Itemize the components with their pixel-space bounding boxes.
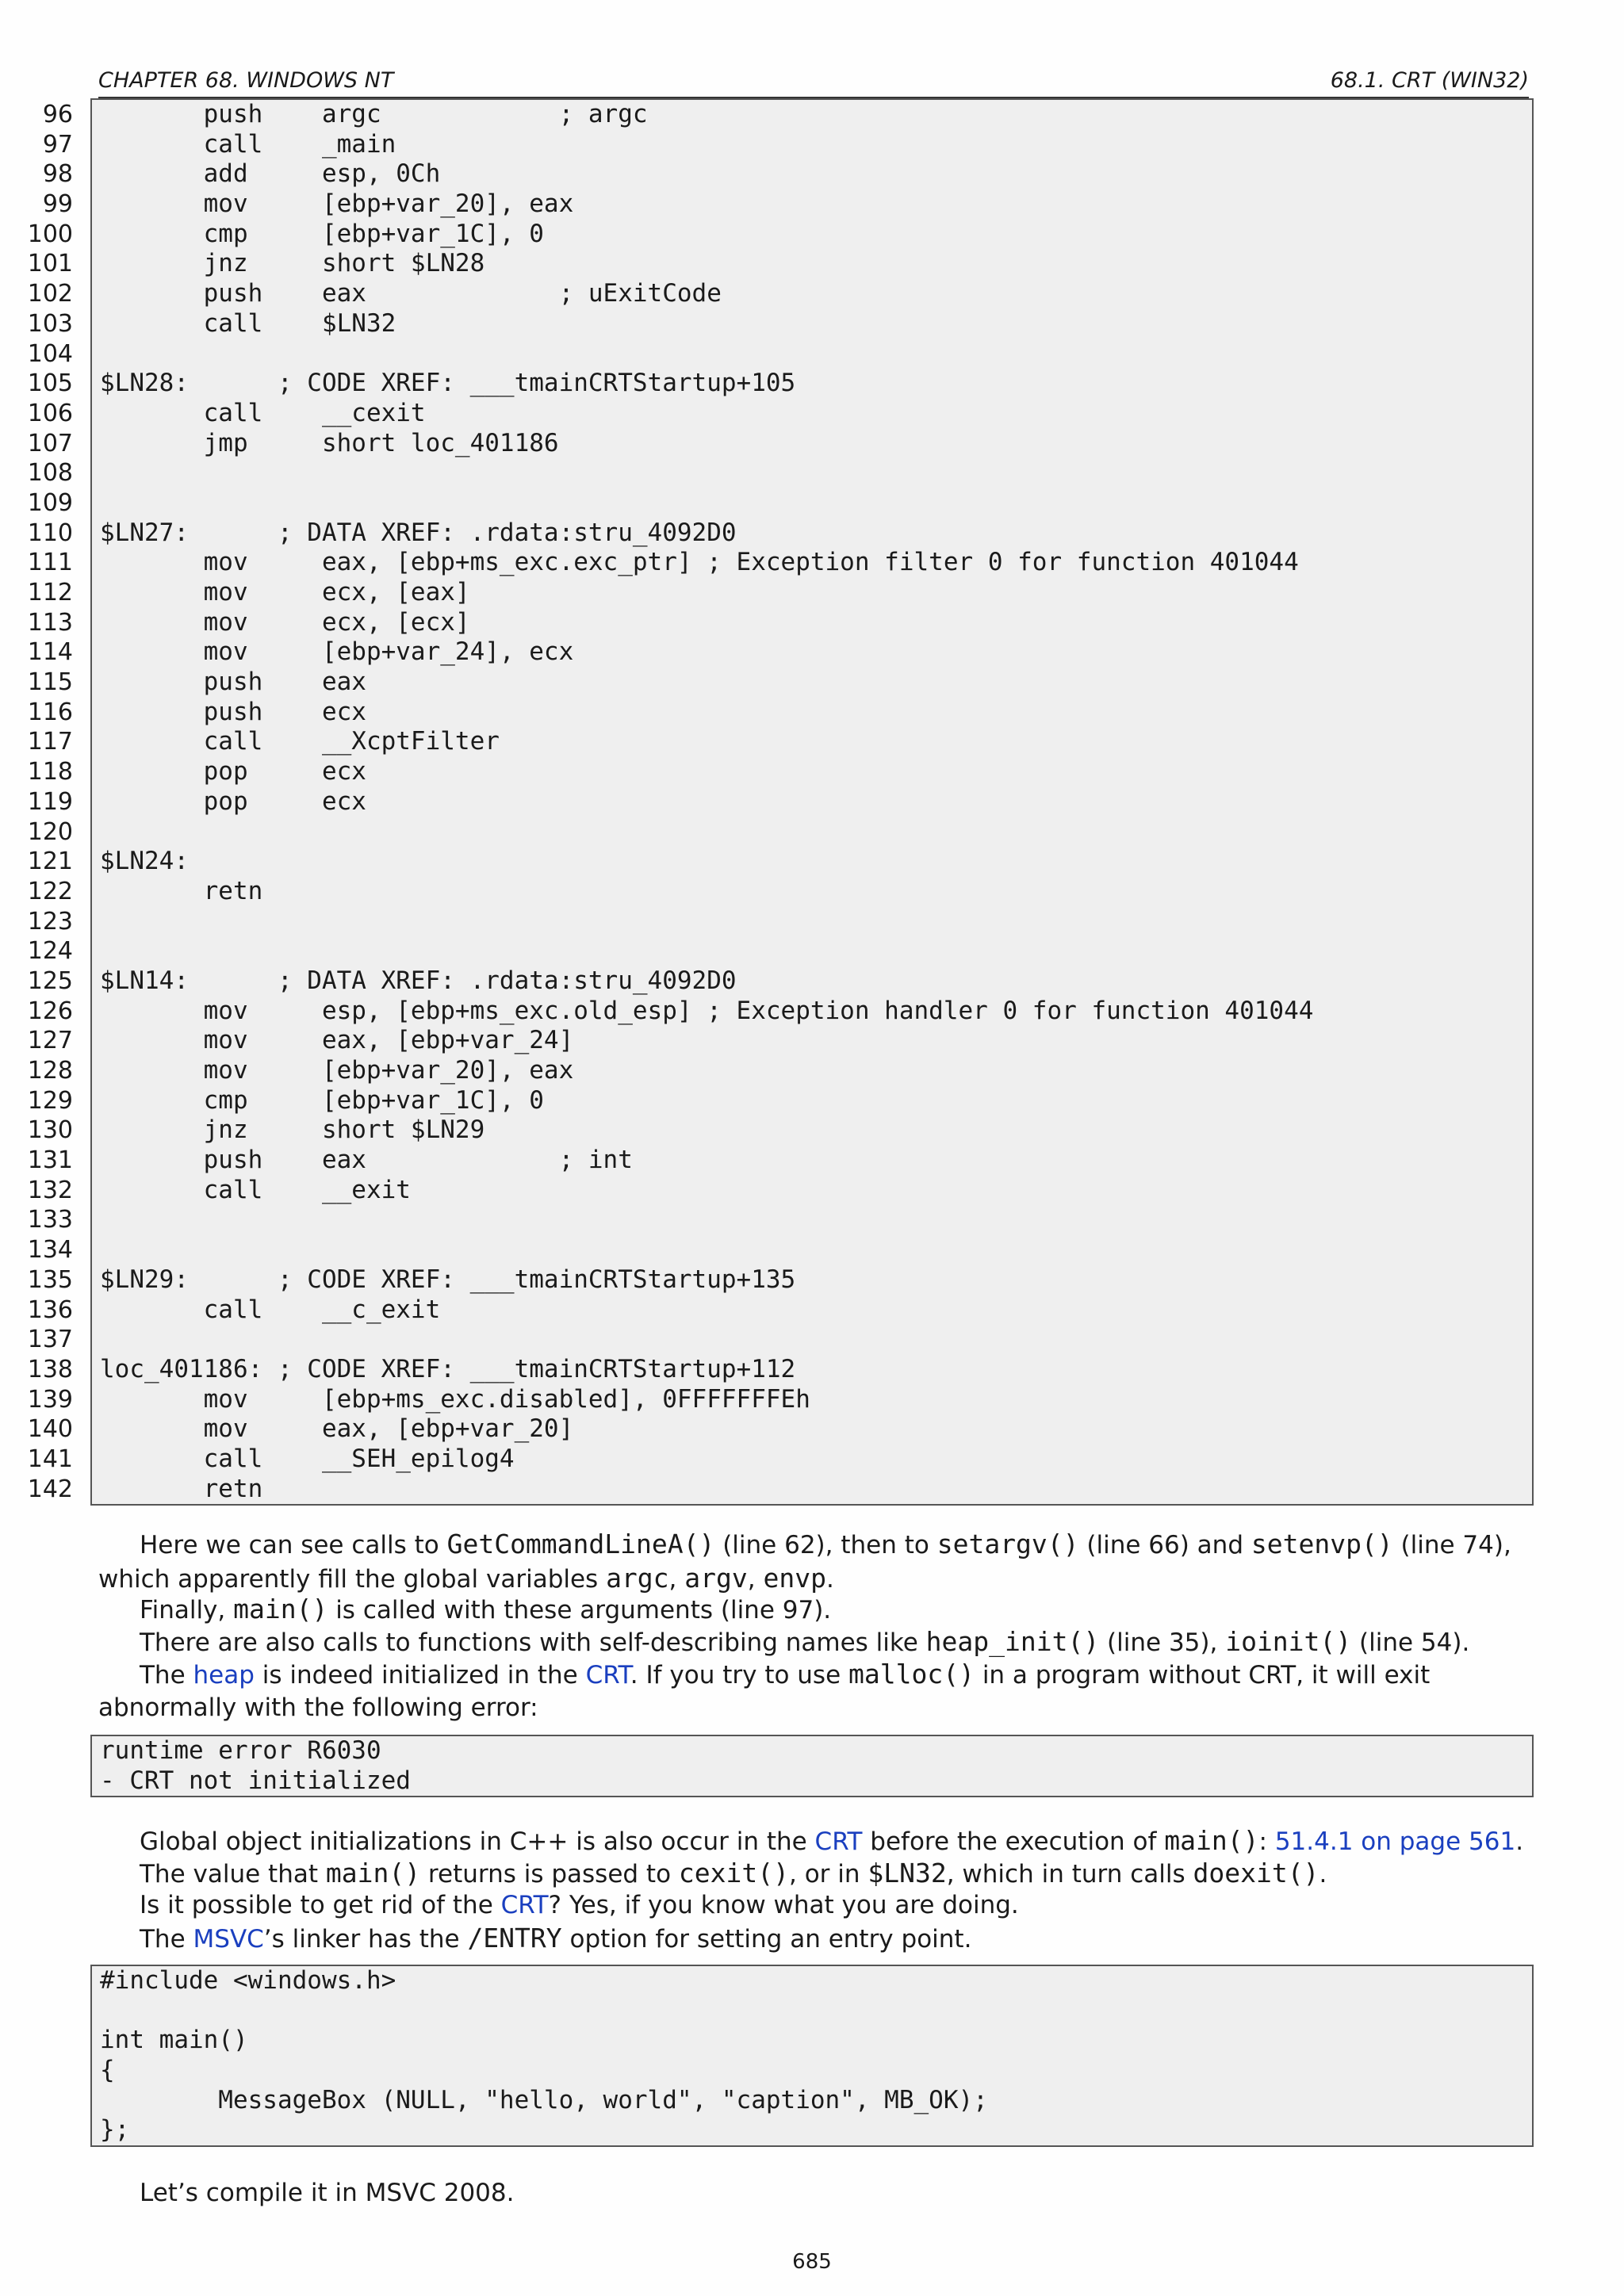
- code-text: mov eax, [ebp+var_20]: [100, 1414, 574, 1444]
- code-line: [27, 1474, 1532, 1505]
- code-line: [92, 1766, 1532, 1797]
- line-number: 102: [27, 280, 73, 308]
- code-line: [27, 1295, 1532, 1326]
- code-text: call __XcptFilter: [100, 727, 500, 756]
- code-line: [27, 876, 1532, 907]
- code-text: jnz short $LN29: [100, 1115, 485, 1145]
- code-line: [27, 637, 1532, 668]
- line-number: 116: [27, 698, 73, 726]
- code-text: jmp short loc_401186: [100, 428, 559, 457]
- code-text: push eax ; uExitCode: [100, 279, 722, 308]
- code-line: [27, 548, 1532, 578]
- code-text: retn: [100, 1474, 263, 1503]
- code-line: [27, 1146, 1532, 1176]
- code-text: $LN28: ; CODE XREF: ___tmainCRTStartup+105: [100, 369, 796, 398]
- header-chapter: CHAPTER 68. WINDOWS NT: [98, 68, 394, 93]
- line-number: 136: [27, 1295, 73, 1324]
- code-text: call $LN32: [100, 308, 396, 338]
- code-line: [42, 129, 1532, 160]
- paragraph-getcommandline: Here we can see calls to GetCommandLineA() (line 62), then to setargv() (line 66) and setenvp() (line 74), which apparently fill the global variables argc, argv, envp.: [98, 1529, 1511, 1594]
- line-number: 125: [27, 966, 73, 995]
- paragraph-get-rid: Is it possible to get rid of the CRT? Yes, if you know what you are doing.: [140, 1891, 1019, 1919]
- code-text: $LN27: ; DATA XREF: .rdata:stru_4092D0: [100, 518, 737, 547]
- code-text: #include <windows.h>: [100, 1966, 396, 1995]
- code-line: [27, 279, 1532, 309]
- code-line: [27, 1384, 1532, 1415]
- code-line: [27, 668, 1532, 698]
- line-number: 108: [27, 459, 73, 488]
- code-line: [27, 219, 1532, 250]
- code-line: [27, 428, 1532, 459]
- line-number: 107: [27, 429, 73, 457]
- crt-link[interactable]: CRT: [500, 1891, 549, 1919]
- code-line: [92, 1736, 1532, 1766]
- code-line: [27, 1414, 1532, 1445]
- code-text: mov ecx, [eax]: [100, 578, 470, 607]
- line-number: 105: [27, 369, 73, 398]
- code-text: mov [ebp+var_20], eax: [100, 189, 574, 219]
- line-number: 96: [42, 101, 73, 128]
- line-number: 112: [27, 579, 73, 607]
- line-number: 118: [27, 758, 73, 786]
- code-line: [92, 2026, 1532, 2056]
- line-number: 99: [42, 190, 73, 219]
- line-number: 127: [27, 1027, 73, 1055]
- line-number: 123: [27, 907, 73, 936]
- code-line: [27, 1205, 1532, 1235]
- code-text: retn: [100, 876, 263, 905]
- line-number: 131: [27, 1146, 73, 1175]
- code-line: [27, 578, 1532, 608]
- msvc-link[interactable]: MSVC: [193, 1925, 264, 1954]
- c-source-block: [90, 1965, 1534, 2147]
- code-text: call __exit: [100, 1175, 411, 1204]
- code-line: [27, 727, 1532, 757]
- code-text: loc_401186: ; CODE XREF: ___tmainCRTStartup+112: [100, 1354, 796, 1383]
- code-line: [27, 1325, 1532, 1355]
- code-text: mov ecx, [ecx]: [100, 607, 470, 637]
- running-header: [98, 68, 1529, 98]
- code-text: push eax: [100, 668, 366, 697]
- line-number: 109: [27, 488, 73, 517]
- code-text: push eax ; int: [100, 1146, 633, 1175]
- code-line: [27, 488, 1532, 519]
- line-number: 137: [27, 1326, 73, 1354]
- crt-link[interactable]: CRT: [585, 1661, 630, 1689]
- line-number: 103: [27, 309, 73, 338]
- code-text: call __SEH_epilog4: [100, 1444, 515, 1473]
- code-text: int main(): [100, 2026, 248, 2055]
- code-line: [27, 308, 1532, 339]
- code-text: mov esp, [ebp+ms_exc.old_esp] ; Exception handler 0 for function 401044: [100, 996, 1314, 1025]
- line-number: 114: [27, 638, 73, 667]
- code-line: [42, 159, 1532, 189]
- code-text: add esp, 0Ch: [100, 159, 441, 189]
- code-line: [27, 907, 1532, 937]
- code-text: MessageBox (NULL, "hello, world", "caption", MB_OK);: [100, 2085, 988, 2114]
- line-number: 120: [27, 817, 73, 846]
- line-number: 142: [27, 1475, 73, 1503]
- code-text: runtime error R6030: [100, 1736, 381, 1765]
- code-line: [27, 966, 1532, 997]
- line-number: 128: [27, 1057, 73, 1085]
- code-line: [27, 1085, 1532, 1116]
- line-number: 121: [27, 848, 73, 876]
- line-number: 113: [27, 608, 73, 637]
- heap-link[interactable]: heap: [193, 1661, 255, 1689]
- line-number: 124: [27, 937, 73, 966]
- code-text: - CRT not initialized: [100, 1766, 411, 1795]
- code-line: [92, 1966, 1532, 1996]
- line-number: 129: [27, 1086, 73, 1115]
- code-text: cmp [ebp+var_1C], 0: [100, 1085, 544, 1115]
- code-line: [42, 189, 1532, 220]
- code-text: mov eax, [ebp+var_24]: [100, 1026, 574, 1055]
- line-number: 141: [27, 1445, 73, 1473]
- code-line: [27, 398, 1532, 429]
- code-text: cmp [ebp+var_1C], 0: [100, 219, 544, 248]
- line-number: 117: [27, 728, 73, 756]
- paragraph-heap: The heap is indeed initialized in the CRT. If you try to use malloc() in a program without CRT, it will exit abnormally with the following error:: [98, 1659, 1431, 1722]
- code-line: [92, 2115, 1532, 2145]
- code-line: [27, 1175, 1532, 1206]
- code-line: [27, 1115, 1532, 1146]
- code-text: $LN29: ; CODE XREF: ___tmainCRTStartup+135: [100, 1265, 796, 1294]
- paragraph-self-describing: There are also calls to functions with self-describing names like heap_init() (line 35), ioinit() (line 54).: [140, 1626, 1470, 1657]
- code-line: [27, 936, 1532, 966]
- code-line: [92, 1996, 1532, 2026]
- line-number: 104: [27, 339, 73, 368]
- error-output-block: [90, 1735, 1534, 1797]
- code-line: [27, 369, 1532, 399]
- code-text: mov [ebp+ms_exc.disabled], 0FFFFFFFEh: [100, 1384, 810, 1414]
- line-number: 139: [27, 1385, 73, 1414]
- line-number: 97: [42, 130, 73, 159]
- code-line: [27, 697, 1532, 728]
- line-number: 126: [27, 997, 73, 1025]
- code-text: call __c_exit: [100, 1295, 441, 1324]
- code-text: pop ecx: [100, 757, 366, 786]
- code-line: [42, 100, 1532, 130]
- line-number: 110: [27, 519, 73, 547]
- paragraph-compile: Let’s compile it in MSVC 2008.: [140, 2179, 515, 2207]
- code-line: [92, 2086, 1532, 2116]
- code-line: [27, 1265, 1532, 1295]
- code-text: $LN24:: [100, 847, 189, 876]
- code-text: $LN14: ; DATA XREF: .rdata:stru_4092D0: [100, 966, 737, 995]
- code-line: [27, 458, 1532, 488]
- code-text: mov [ebp+var_20], eax: [100, 1056, 574, 1085]
- code-line: [27, 847, 1532, 877]
- line-number: 106: [27, 399, 73, 427]
- line-number: 98: [42, 160, 73, 189]
- line-number: 115: [27, 668, 73, 697]
- paragraph-main-called: Finally, main() is called with these arguments (line 97).: [140, 1594, 832, 1624]
- paragraph-global-init: Global object initializations in C++ is also occur in the CRT before the execution of main(): 51.4.1 on page 561.: [140, 1825, 1524, 1856]
- page-number: 685: [792, 2250, 832, 2274]
- line-number: 122: [27, 877, 73, 905]
- code-line: [27, 1056, 1532, 1086]
- code-line: [27, 1026, 1532, 1056]
- code-text: jnz short $LN28: [100, 249, 485, 278]
- line-number: 140: [27, 1415, 73, 1444]
- code-line: [92, 2056, 1532, 2086]
- code-text: };: [100, 2115, 130, 2145]
- line-number: 138: [27, 1355, 73, 1383]
- header-section: 68.1. CRT (WIN32): [1330, 68, 1529, 93]
- code-line: [27, 757, 1532, 787]
- line-number: 134: [27, 1236, 73, 1265]
- code-line: [27, 607, 1532, 638]
- code-line: [27, 249, 1532, 279]
- crt-link[interactable]: CRT: [814, 1827, 863, 1856]
- line-number: 130: [27, 1116, 73, 1145]
- code-text: call _main: [100, 129, 396, 159]
- code-text: push argc ; argc: [100, 100, 648, 128]
- line-number: 111: [27, 549, 73, 577]
- code-line: [27, 996, 1532, 1027]
- code-line: [27, 339, 1532, 369]
- paragraph-return-value: The value that main() returns is passed to cexit(), or in $LN32, which in turn calls doexit().: [140, 1858, 1327, 1888]
- code-line: [27, 1235, 1532, 1265]
- code-text: push ecx: [100, 697, 366, 726]
- code-text: pop ecx: [100, 786, 366, 816]
- line-number: 135: [27, 1265, 73, 1294]
- code-text: mov [ebp+var_24], ecx: [100, 637, 574, 667]
- code-text: {: [100, 2056, 115, 2085]
- line-number: 101: [27, 250, 73, 278]
- line-number: 100: [27, 220, 73, 248]
- page-reference-link[interactable]: 51.4.1 on page 561: [1274, 1827, 1516, 1856]
- code-text: mov eax, [ebp+ms_exc.exc_ptr] ; Exception filter 0 for function 401044: [100, 548, 1299, 577]
- code-line: [27, 1444, 1532, 1475]
- code-line: [27, 786, 1532, 817]
- paragraph-entry-option: The MSVC’s linker has the /ENTRY option for setting an entry point.: [140, 1923, 972, 1954]
- code-line: [27, 518, 1532, 549]
- code-line: [27, 817, 1532, 848]
- line-number: 132: [27, 1176, 73, 1204]
- line-number: 119: [27, 787, 73, 816]
- line-number: 133: [27, 1206, 73, 1234]
- code-text: call __cexit: [100, 398, 426, 427]
- code-line: [27, 1354, 1532, 1385]
- assembly-listing: [27, 98, 1534, 1506]
